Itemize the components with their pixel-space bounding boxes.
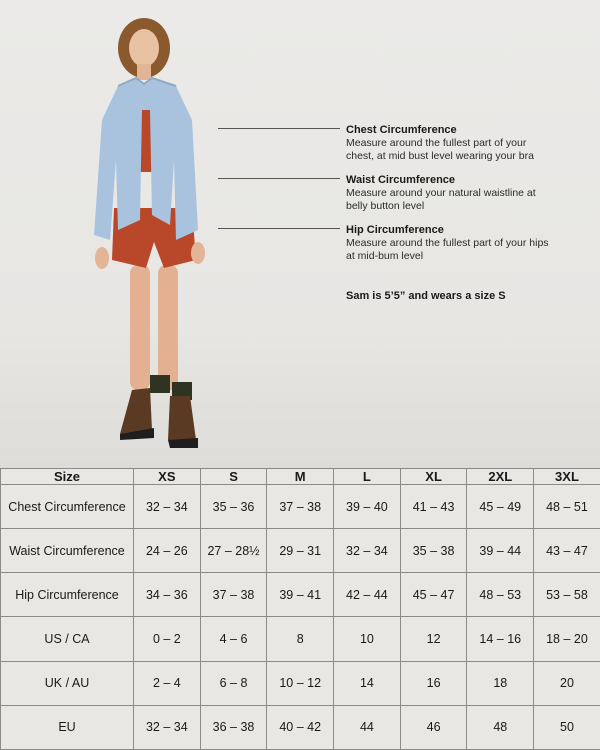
hip-callout-title: Hip Circumference bbox=[346, 224, 444, 236]
header-cell: S bbox=[200, 469, 267, 485]
waist-callout-desc-2: belly button level bbox=[346, 200, 425, 212]
header-cell: L bbox=[334, 469, 401, 485]
table-cell: 2 – 4 bbox=[134, 661, 201, 705]
table-cell: 40 – 42 bbox=[267, 705, 334, 749]
header-cell: 3XL bbox=[534, 469, 600, 485]
row-label: EU bbox=[1, 705, 134, 749]
hip-callout bbox=[346, 224, 586, 263]
table-row bbox=[1, 485, 600, 529]
table-row bbox=[1, 573, 600, 617]
table-cell: 4 – 6 bbox=[200, 617, 267, 661]
table-cell: 12 bbox=[400, 617, 467, 661]
row-label: Hip Circumference bbox=[1, 573, 134, 617]
table-cell: 36 – 38 bbox=[200, 705, 267, 749]
table-row bbox=[1, 617, 600, 661]
row-label: Waist Circumference bbox=[1, 529, 134, 573]
table-cell: 0 – 2 bbox=[134, 617, 201, 661]
table-cell: 39 – 40 bbox=[334, 485, 401, 529]
table-cell: 32 – 34 bbox=[134, 705, 201, 749]
table-cell: 32 – 34 bbox=[334, 529, 401, 573]
header-cell: XS bbox=[134, 469, 201, 485]
table-cell: 48 – 53 bbox=[467, 573, 534, 617]
hip-callout-line bbox=[218, 228, 340, 229]
table-cell: 35 – 36 bbox=[200, 485, 267, 529]
header-cell: Size bbox=[1, 469, 134, 485]
table-cell: 45 – 49 bbox=[467, 485, 534, 529]
waist-callout-line bbox=[218, 178, 340, 179]
table-cell: 14 – 16 bbox=[467, 617, 534, 661]
waist-callout-title: Waist Circumference bbox=[346, 174, 456, 186]
row-label: UK / AU bbox=[1, 661, 134, 705]
table-cell: 39 – 44 bbox=[467, 529, 534, 573]
table-cell: 45 – 47 bbox=[400, 573, 467, 617]
table-row bbox=[1, 661, 600, 705]
chest-callout-desc-1: Measure around the fullest part of your bbox=[346, 137, 527, 149]
header-cell: 2XL bbox=[467, 469, 534, 485]
table-cell: 14 bbox=[334, 661, 401, 705]
chest-callout-desc-2: chest, at mid bust level wearing your bra bbox=[346, 150, 534, 162]
table-cell: 53 – 58 bbox=[534, 573, 600, 617]
table-cell: 8 bbox=[267, 617, 334, 661]
chest-callout-title: Chest Circumference bbox=[346, 124, 457, 136]
table-cell: 29 – 31 bbox=[267, 529, 334, 573]
table-cell: 44 bbox=[334, 705, 401, 749]
waist-callout-desc-1: Measure around your natural waistline at bbox=[346, 187, 536, 199]
table-cell: 37 – 38 bbox=[200, 573, 267, 617]
header-cell: M bbox=[267, 469, 334, 485]
table-cell: 16 bbox=[400, 661, 467, 705]
table-cell: 50 bbox=[534, 705, 600, 749]
chest-callout bbox=[346, 124, 586, 163]
table-cell: 37 – 38 bbox=[267, 485, 334, 529]
table-cell: 6 – 8 bbox=[200, 661, 267, 705]
table-cell: 10 – 12 bbox=[267, 661, 334, 705]
row-label: Chest Circumference bbox=[1, 485, 134, 529]
hip-callout-desc-1: Measure around the fullest part of your hips bbox=[346, 237, 549, 249]
table-header-row bbox=[1, 469, 600, 485]
table-cell: 42 – 44 bbox=[334, 573, 401, 617]
model-figure bbox=[80, 10, 240, 455]
table-cell: 18 bbox=[467, 661, 534, 705]
table-cell: 43 – 47 bbox=[534, 529, 600, 573]
hip-callout-desc-2: at mid-bum level bbox=[346, 250, 424, 262]
table-cell: 34 – 36 bbox=[134, 573, 201, 617]
waist-callout bbox=[346, 174, 586, 213]
size-chart-table bbox=[0, 468, 600, 750]
table-cell: 48 – 51 bbox=[534, 485, 600, 529]
table-cell: 48 bbox=[467, 705, 534, 749]
table-cell: 39 – 41 bbox=[267, 573, 334, 617]
chest-callout-line bbox=[218, 128, 340, 129]
model-size-note: Sam is 5’5” and wears a size S bbox=[346, 290, 506, 302]
table-cell: 27 – 28½ bbox=[200, 529, 267, 573]
table-cell: 46 bbox=[400, 705, 467, 749]
header-cell: XL bbox=[400, 469, 467, 485]
row-label: US / CA bbox=[1, 617, 134, 661]
table-cell: 18 – 20 bbox=[534, 617, 600, 661]
table-cell: 24 – 26 bbox=[134, 529, 201, 573]
table-cell: 10 bbox=[334, 617, 401, 661]
table-cell: 41 – 43 bbox=[400, 485, 467, 529]
table-row bbox=[1, 529, 600, 573]
table-cell: 32 – 34 bbox=[134, 485, 201, 529]
table-row bbox=[1, 705, 600, 749]
table-cell: 20 bbox=[534, 661, 600, 705]
table-cell: 35 – 38 bbox=[400, 529, 467, 573]
